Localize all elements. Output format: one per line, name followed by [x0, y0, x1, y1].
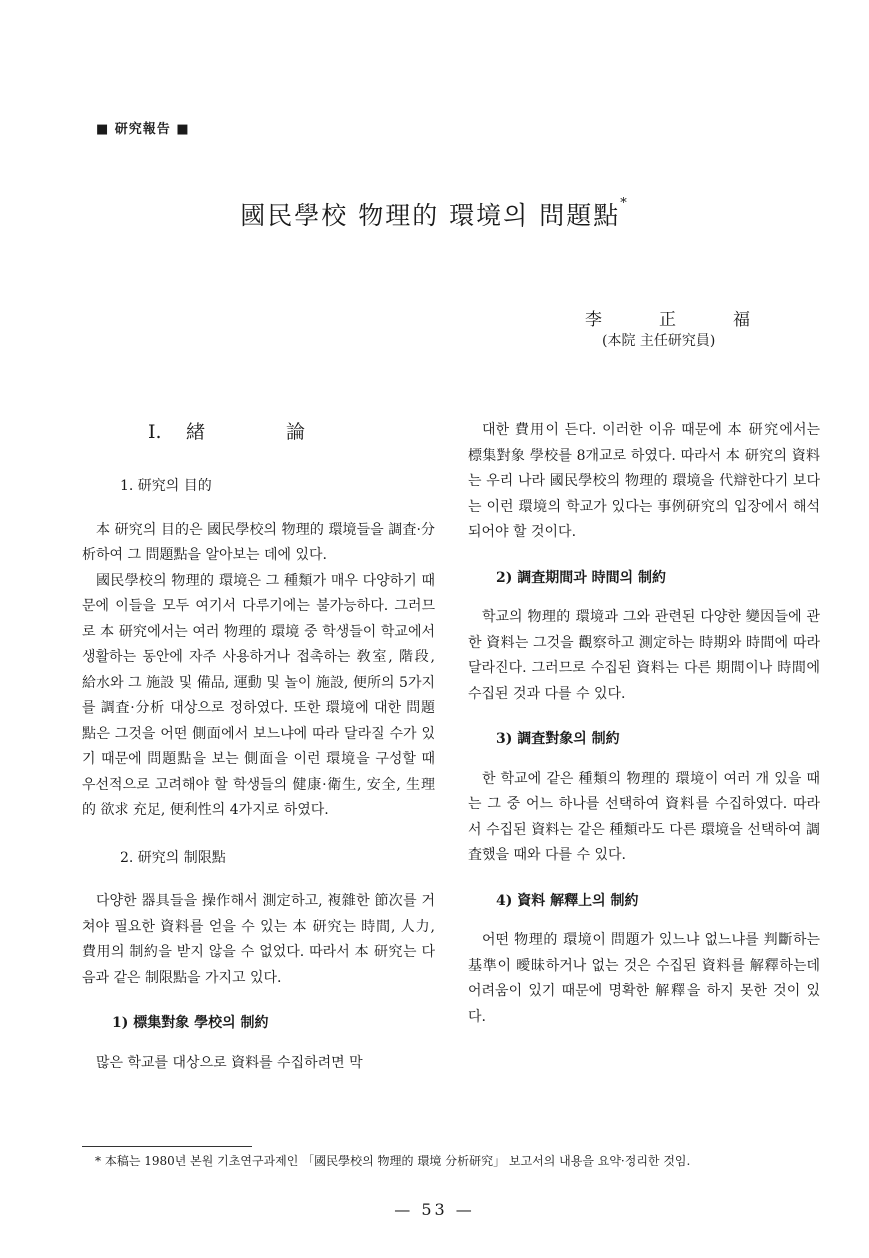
- paragraph: 다양한 器具들을 操作해서 測定하고, 複雜한 節次를 거쳐야 필요한 資料를 얻을 수 있는 本 研究는 時間, 人力, 費用의 制約을 받지 않을 수 없었다. 따라서 本 研究는 다음과 같은 制限點을 가지고 있다.: [82, 893, 435, 986]
- author-affiliation: (本院 主任研究員): [602, 333, 716, 349]
- section-title-part-2: 論: [286, 421, 306, 443]
- section-title-part-1: 緖: [186, 421, 206, 443]
- paragraph: 많은 학교를 대상으로 資料를 수집하려면 막: [96, 1054, 363, 1071]
- paragraph: 어떤 物理的 環境이 問題가 있느냐 없느냐를 判斷하는 基準이 曖昧하거나 없는 것은 수집된 資料를 解釋하는데 어려움이 있기 때문에 명확한 解釋을 하지 못한 것이 있다.: [468, 932, 820, 1025]
- title-text: 國民學校 物理的 環境의 問題點: [240, 201, 621, 230]
- footnote: * 本稿는 1980년 본원 기초연구과제인 「國民學校의 物理的 環境 分析研究」 보고서의 내용을 요약·정리한 것임.: [95, 1154, 691, 1168]
- paragraph: 학교의 物理的 環境과 그와 관련된 다양한 變因들에 관한 資料는 그것을 觀察하고 測定하는 時期와 時間에 따라 달라진다. 그러므로 수집된 資料는 다른 期間이나 時間에 수집된 것과 다를 수 있다.: [468, 609, 820, 702]
- page-number: — 53 —: [394, 1200, 475, 1219]
- author-char-1: 李: [585, 310, 602, 330]
- title-footnote-marker: *: [620, 196, 629, 211]
- report-type-label: ■ 研究報告 ■: [96, 122, 190, 137]
- subheading-sample-schools: 1) 標集對象 學校의 制約: [112, 1015, 269, 1031]
- section-heading: [148, 418, 435, 454]
- paragraph: 대한 費用이 든다. 이러한 이유 때문에 本 研究에서는 標集對象 學校를 8개교로 하였다. 따라서 本 研究의 資料는 우리 나라 國民學校의 物理的 環境을 代辯한다기 보다는 이런 環境의 학교가 있다는 事例研究의 입장에서 해석되어야 할 것이다.: [468, 422, 820, 540]
- left-column: [82, 418, 435, 1076]
- right-column: [468, 418, 820, 1030]
- author-char-3: 福: [733, 310, 750, 330]
- paragraph: 한 학교에 같은 種類의 物理的 環境이 여러 개 있을 때는 그 중 어느 하나를 선택하여 資料를 수집하였다. 따라서 수집된 資料는 같은 種類라도 다른 環境을 선택하여 調査했을 때와 다를 수 있다.: [468, 770, 820, 863]
- author-name: [585, 305, 750, 330]
- footnote-divider: [82, 1146, 252, 1147]
- subsection-heading-purpose: 1. 研究의 目的: [120, 478, 212, 494]
- paragraph: 本 研究의 目的은 國民學校의 物理的 環境들을 調査·分析하여 그 問題點을 알아보는 데에 있다.: [82, 521, 435, 563]
- paragraph: 國民學校의 物理的 環境은 그 種類가 매우 다양하기 때문에 이들을 모두 여기서 다루기에는 불가능하다. 그러므로 本 研究에서는 여러 物理的 環境 중 학생들이 학교에서 생활하는 동안에 자주 사용하거나 접촉하는 敎室, 階段, 給水와 그 施設 및 備品, 運動 및 놀이 施設, 便所의 5가지를 調査·分析 대상으로 정하였다. 또한 環境에 대한 問題點은 그것을 어떤 側面에서 보느냐에 따라 달라질 수가 있기 때문에 問題點을 보는 側面을 이런 環境을 구성할 때 우선적으로 고려해야 할 학생들의 健康·衛生, 安全, 生理的 欲求 充足, 便利性의 4가지로 하였다.: [82, 572, 435, 818]
- subheading-interpretation: 4) 資料 解釋上의 制約: [496, 892, 639, 909]
- author-char-2: 正: [659, 310, 676, 330]
- article-title: [0, 196, 869, 232]
- subheading-survey-period: 2) 調査期間과 時間의 制約: [496, 569, 667, 586]
- subheading-survey-object: 3) 調査對象의 制約: [496, 731, 620, 747]
- subsection-heading-limitations: 2. 研究의 制限點: [120, 849, 226, 866]
- section-number: Ⅰ.: [148, 421, 162, 443]
